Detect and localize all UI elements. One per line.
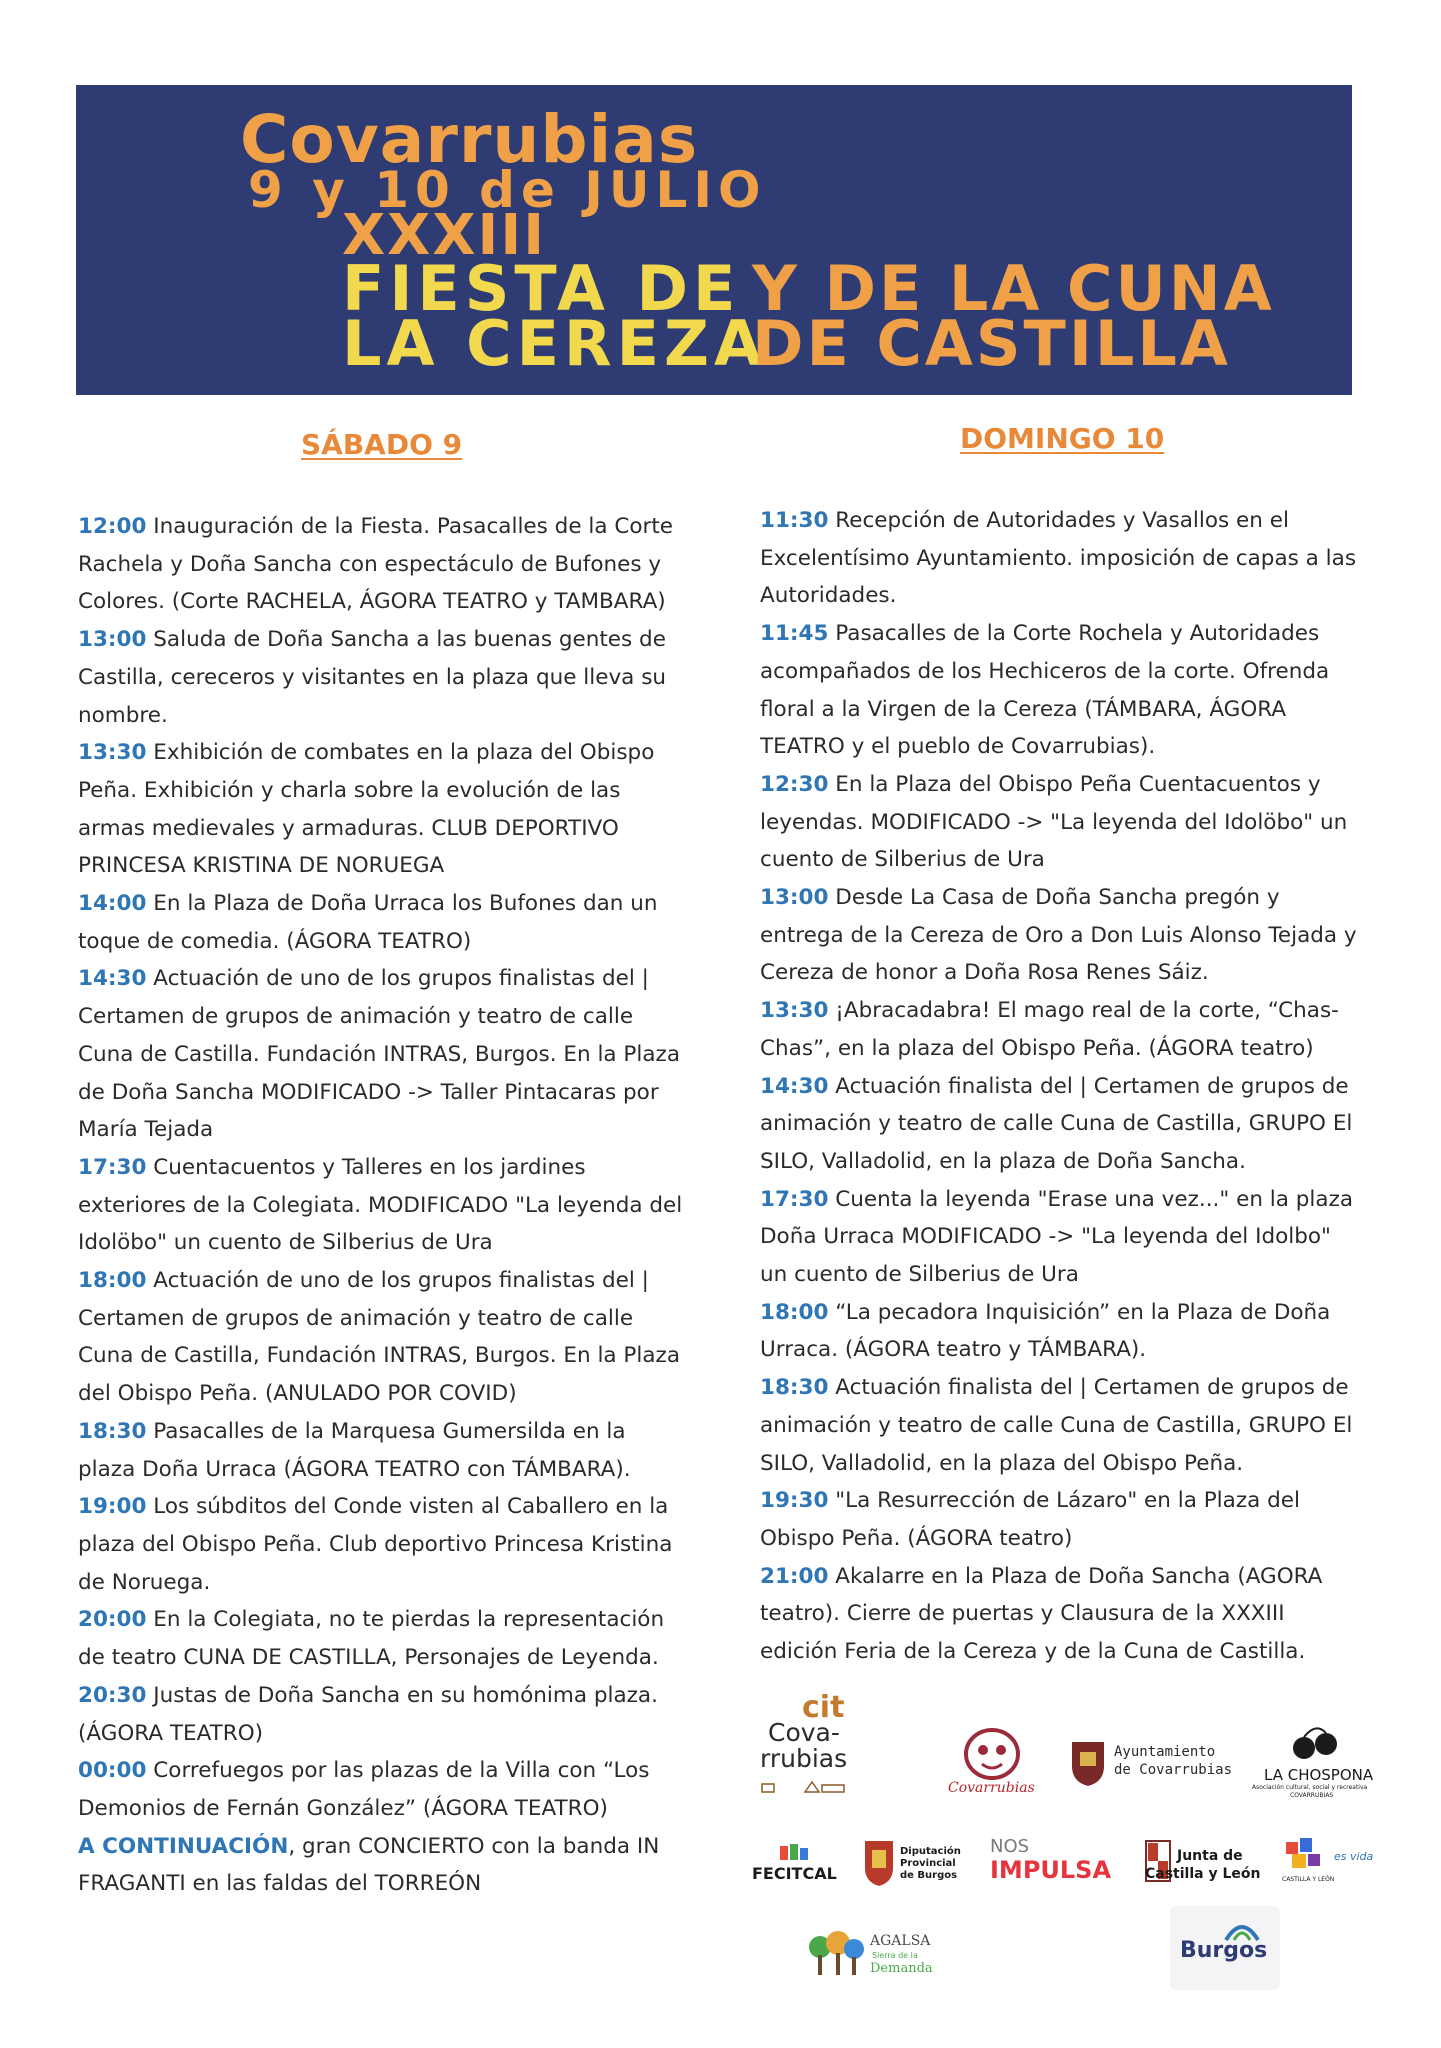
entry-text: Justas de Doña Sancha en su homónima plaza. (ÁGORA TEATRO) (78, 1682, 658, 1746)
logo-text: es vida (1334, 1850, 1374, 1863)
schedule-entry (760, 1294, 1360, 1369)
logo-text: Covarrubias (948, 1780, 1035, 1796)
fecitcal-logo (752, 1842, 842, 1888)
logo-text: de Burgos (900, 1870, 958, 1881)
schedule-entry (78, 1828, 688, 1903)
logo-text: Junta de (1177, 1848, 1243, 1864)
entry-text: Actuación de uno de los grupos finalistas del | Certamen de grupos de animación y teatro de calle Cuna de Castilla. Fundación INTRAS, Burgos. En la Plaza de Doña Sancha MODIFICADO -> Taller Pintacaras por María Tejada (78, 966, 680, 1143)
fecitcal-icon (776, 1842, 816, 1864)
schedule-entry (78, 960, 688, 1149)
schedule-entry (760, 992, 1360, 1067)
schedule-entry (78, 734, 688, 885)
cit-covarrubias-logo (760, 1690, 855, 1800)
logo-text: Sierra de la (872, 1951, 918, 1960)
entry-time: 12:00 (78, 514, 147, 539)
entry-time: 18:30 (760, 1375, 829, 1401)
schedule-entry (78, 885, 688, 960)
logo-text: Burgos (1180, 1938, 1268, 1963)
entry-time: 14:30 (78, 966, 147, 992)
schedule-entry (760, 615, 1360, 766)
logo-text: LA CHOSPONA (1264, 1766, 1374, 1784)
entry-time: 19:00 (78, 1494, 147, 1520)
entry-text: Actuación finalista del | Certamen de grupos de animación y teatro de calle Cuna de Castilla, GRUPO El SILO, Valladolid, en la plaza de Doña Sancha. (760, 1073, 1353, 1174)
entry-text: En la Plaza de Doña Urraca los Bufones dan un toque de comedia. (ÁGORA TEATRO) (78, 891, 658, 954)
nos-impulsa-logo (988, 1836, 1112, 1888)
entry-text: Recepción de Autoridades y Vasallos en el Excelentísimo Ayuntamiento. imposición de capas a las Autoridades. (760, 508, 1357, 609)
shield-icon (862, 1838, 896, 1888)
entry-text: Correfuegos por las plazas de la Villa con “Los Demonios de Fernán González” (ÁGORA TEATRO) (78, 1758, 650, 1821)
logo-text: COVARRUBIAS (1290, 1792, 1334, 1799)
sunday-title: DOMINGO 10 (960, 422, 1165, 455)
saturday-schedule (78, 508, 688, 1903)
entry-time: 13:30 (78, 740, 147, 766)
schedule-entry (760, 1181, 1360, 1294)
logo-text: Demanda (870, 1961, 933, 1976)
entry-time: 13:00 (760, 885, 829, 911)
entry-text: Pasacalles de la Marquesa Gumersilda en la plaza Doña Urraca (ÁGORA TEATRO con TÁMBARA). (78, 1418, 631, 1482)
diputacion-logo (862, 1838, 962, 1890)
entry-text: En la Colegiata, no te pierdas la representación de teatro CUNA DE CASTILLA, Personajes de Leyenda. (78, 1607, 665, 1671)
header-banner (76, 85, 1352, 395)
entry-text: Los súbditos del Conde visten al Caballero en la plaza del Obispo Peña. Club deportivo Princesa Kristina de Noruega. (78, 1494, 673, 1595)
schedule-entry (760, 766, 1360, 879)
entry-time: 18:30 (78, 1418, 147, 1444)
logo-text: rrubias (760, 1744, 848, 1773)
castilla-es-vida-logo (1282, 1836, 1382, 1888)
ayuntamiento-logo (1068, 1738, 1248, 1788)
schedule-entry (78, 1677, 688, 1752)
logo-text: Cova- (768, 1718, 840, 1747)
entry-text: “La pecadora Inquisición” en la Plaza de Doña Urraca. (ÁGORA teatro y TÁMBARA). (760, 1299, 1331, 1363)
entry-time: 14:00 (78, 891, 147, 917)
entry-time: 12:30 (760, 771, 829, 797)
entry-time: 13:00 (78, 627, 147, 653)
banner-edition: XXXIII (342, 203, 547, 268)
village-icon (760, 1776, 850, 1794)
entry-time: 20:30 (78, 1682, 147, 1708)
la-chospona-logo (1252, 1722, 1382, 1802)
schedule-entry (760, 879, 1360, 992)
schedule-entry (78, 1262, 688, 1413)
castilla-vida-icon (1282, 1836, 1326, 1874)
schedule-entry (78, 1413, 688, 1488)
entry-time: 13:30 (760, 998, 829, 1024)
entry-text: Cuenta la leyenda "Erase una vez..." en la plaza Doña Urraca MODIFICADO -> "La leyenda del Idolbo" un cuento de Silberius de Ura (760, 1186, 1354, 1288)
entry-time: 17:30 (760, 1186, 829, 1212)
schedule-entry (78, 1149, 688, 1262)
entry-text: En la Plaza del Obispo Peña Cuentacuentos y leyendas. MODIFICADO -> "La leyenda del Idolöbo" un cuento de Silberius de Ura (760, 771, 1348, 873)
logo-text: Asociación cultural, social y recreativa (1252, 1784, 1368, 1791)
schedule-entry (78, 1752, 688, 1827)
entry-text: Pasacalles de la Corte Rochela y Autoridades acompañados de los Hechiceros de la corte. Ofrenda floral a la Virgen de la Cereza (TÁMBARA, ÁGORA TEATRO y el pueblo de Covarrubias). (760, 621, 1330, 760)
entry-text: Saluda de Doña Sancha a las buenas gentes de Castilla, cereceros y visitantes en la plaza que lleva su nombre. (78, 627, 667, 728)
schedule-entry (760, 1369, 1360, 1482)
logo-text: AGALSA (870, 1933, 931, 1949)
banner-title: Covarrubias (240, 101, 699, 178)
entry-text: Actuación de uno de los grupos finalistas del | Certamen de grupos de animación y teatro de calle Cuna de Castilla, Fundación INTRAS, Burgos. En la Plaza del Obispo Peña. (ANULADO POR COVID) (78, 1268, 680, 1407)
entry-text: Desde La Casa de Doña Sancha pregón y entrega de la Cereza de Oro a Don Luis Alonso Tejada y Cereza de honor a Doña Rosa Renes Sáiz. (760, 885, 1357, 986)
entry-text: ¡Abracadabra! El mago real de la corte, “Chas-Chas”, en la plaza del Obispo Peña. (ÁGORA teatro) (760, 998, 1339, 1061)
vasallos-logo (948, 1728, 1038, 1800)
entry-text: Exhibición de combates en la plaza del Obispo Peña. Exhibición y charla sobre la evolución de las armas medievales y armaduras. CLUB DEPORTIVO PRINCESA KRISTINA DE NORUEGA (78, 740, 655, 879)
logo-text: Diputación (900, 1846, 961, 1857)
schedule-entry (78, 508, 688, 621)
entry-text: "La Resurrección de Lázaro" en la Plaza del Obispo Peña. (ÁGORA teatro) (760, 1488, 1300, 1551)
logo-text: FECITCAL (752, 1864, 837, 1883)
schedule-entry (760, 502, 1360, 615)
entry-time: 20:00 (78, 1607, 147, 1633)
saturday-title: SÁBADO 9 (301, 428, 463, 461)
entry-time: 19:30 (760, 1488, 829, 1514)
entry-time: A CONTINUACIÓN (78, 1833, 289, 1859)
entry-text: Actuación finalista del | Certamen de grupos de animación y teatro de calle Cuna de Castilla, GRUPO El SILO, Valladolid, en la plaza del Obispo Peña. (760, 1375, 1353, 1476)
entry-text: Cuentacuentos y Talleres en los jardines exteriores de la Colegiata. MODIFICADO "La leyenda del Idolöbo" un cuento de Silberius de Ura (78, 1154, 683, 1256)
entry-time: 00:00 (78, 1758, 147, 1784)
logo-text: IMPULSA (990, 1856, 1112, 1884)
schedule-entry (760, 1068, 1360, 1181)
logo-text: cit (802, 1690, 845, 1725)
entry-time: 11:45 (760, 621, 829, 647)
logo-text: Castilla y León (1145, 1866, 1261, 1882)
logo-text: Provincial (900, 1858, 956, 1869)
schedule-entry (78, 1488, 688, 1601)
logo-text: NOS (990, 1836, 1030, 1857)
entry-time: 11:30 (760, 508, 829, 533)
sunday-schedule (760, 502, 1360, 1671)
entry-text: Akalarre en la Plaza de Doña Sancha (AGORA teatro). Cierre de puertas y Clausura de la XXXIII edición Feria de la Cereza y de la Cuna de Castilla. (760, 1563, 1323, 1665)
schedule-entry (78, 621, 688, 734)
burgos-logo (1170, 1906, 1280, 1990)
logo-text: CASTILLA Y LEÓN (1282, 1876, 1335, 1883)
entry-text: , gran CONCIERTO con la banda IN FRAGANTI en las faldas del TORREÓN (78, 1833, 660, 1897)
banner-dates: 9 y 10 de JULIO (248, 161, 767, 219)
agalsa-logo (806, 1925, 946, 1987)
banner-line1-right: Y DE LA CUNA (752, 252, 1275, 325)
schedule-entry (760, 1482, 1360, 1557)
entry-time: 17:30 (78, 1154, 147, 1180)
trees-icon (806, 1927, 866, 1983)
entry-time: 18:00 (78, 1268, 147, 1294)
banner-line2-right: DE CASTILLA (752, 307, 1231, 380)
entry-time: 14:30 (760, 1073, 829, 1099)
entry-time: 21:00 (760, 1563, 829, 1589)
schedule-entry (760, 1558, 1360, 1671)
banner-line2-left: LA CEREZA (342, 307, 767, 380)
entry-text: Inauguración de la Fiesta. Pasacalles de la Corte Rachela y Doña Sancha con espectáculo de Bufones y Colores. (Corte RACHELA, ÁGORA TEATRO y TAMBARA) (78, 514, 674, 615)
banner-line1-left: FIESTA DE (342, 252, 741, 325)
cherries-icon (1288, 1722, 1348, 1762)
coat-of-arms-icon (1068, 1738, 1108, 1788)
mask-icon (962, 1728, 1022, 1780)
entry-time: 18:00 (760, 1299, 829, 1325)
junta-logo (1145, 1838, 1261, 1890)
logo-text: de Covarrubias (1114, 1762, 1233, 1778)
logo-text: Ayuntamiento (1114, 1744, 1216, 1760)
schedule-entry (78, 1601, 688, 1676)
